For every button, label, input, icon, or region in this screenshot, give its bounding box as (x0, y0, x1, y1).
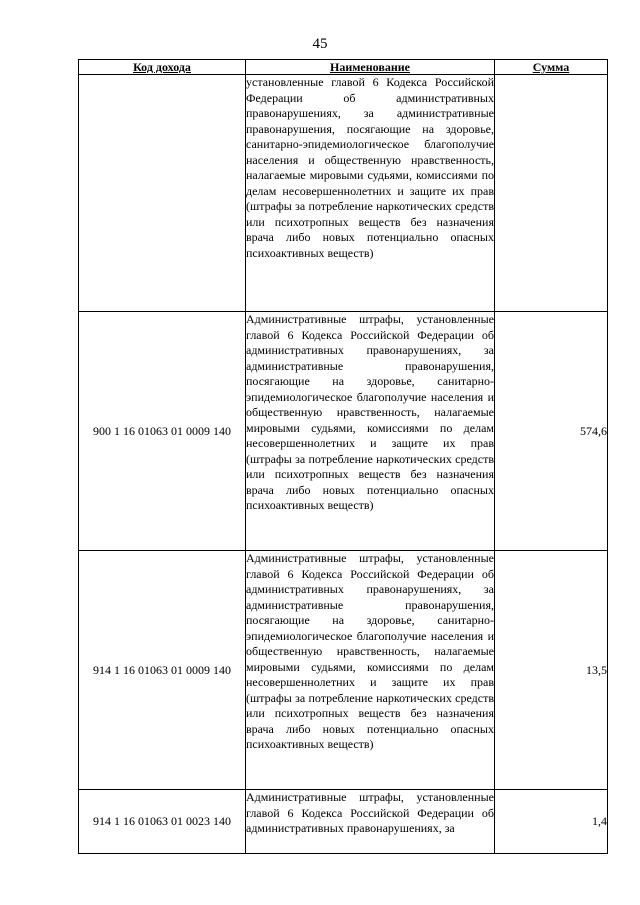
row-sum: 13,5 (495, 551, 608, 790)
row-name (246, 312, 495, 551)
row-sum (495, 75, 608, 312)
row-name-text: Административные штрафы, установленные главой 6 Кодекса Российской Федерации об административных правонарушениях, за (246, 790, 494, 835)
header-code: Код дохода (79, 60, 246, 75)
table-row (79, 551, 608, 790)
header-sum: Сумма (495, 60, 608, 75)
revenue-table (78, 59, 608, 854)
row-code (79, 75, 246, 312)
row-name-text: Административные штрафы, установленные главой 6 Кодекса Российской Федерации об административных правонарушениях, за административные правонарушения, посягающие на здоровье, санитарно-эпидемиологическое благополучие населения и общественную нравственность, налагаемые мировыми судьями, комиссиями по делам несовершеннолетних и защите их прав (штрафы за потребление наркотических средств или психотропных веществ без назначения врача либо новых потенциально опасных психоактивных веществ) (246, 551, 494, 751)
row-name (246, 551, 495, 790)
table-header-row (79, 60, 608, 75)
table-row (79, 790, 608, 854)
row-name-text: установленные главой 6 Кодекса Российской Федерации об административных правонарушениях, за административные правонарушения, посягающие на здоровье, санитарно-эпидемиологическое благополучие населения и общественную нравственность, налагаемые мировыми судьями, комиссиями по делам несовершеннолетних и защите их прав (штрафы за потребление наркотических средств или психотропных веществ без назначения врача либо новых потенциально опасных психоактивных веществ) (246, 75, 494, 260)
table-row (79, 75, 608, 312)
row-code: 900 1 16 01063 01 0009 140 (79, 312, 246, 551)
row-code: 914 1 16 01063 01 0009 140 (79, 551, 246, 790)
row-sum: 574,6 (495, 312, 608, 551)
row-code: 914 1 16 01063 01 0023 140 (79, 790, 246, 854)
header-name: Наименование (246, 60, 495, 75)
row-name (246, 790, 495, 854)
row-sum: 1,4 (495, 790, 608, 854)
row-name (246, 75, 495, 312)
page-number: 45 (312, 36, 328, 52)
table-row (79, 312, 608, 551)
row-name-text: Административные штрафы, установленные главой 6 Кодекса Российской Федерации об административных правонарушениях, за административные правонарушения, посягающие на здоровье, санитарно-эпидемиологическое благополучие населения и общественную нравственность, налагаемые мировыми судьями, комиссиями по делам несовершеннолетних и защите их прав (штрафы за потребление наркотических средств или психотропных веществ без назначения врача либо новых потенциально опасных психоактивных веществ) (246, 312, 494, 512)
